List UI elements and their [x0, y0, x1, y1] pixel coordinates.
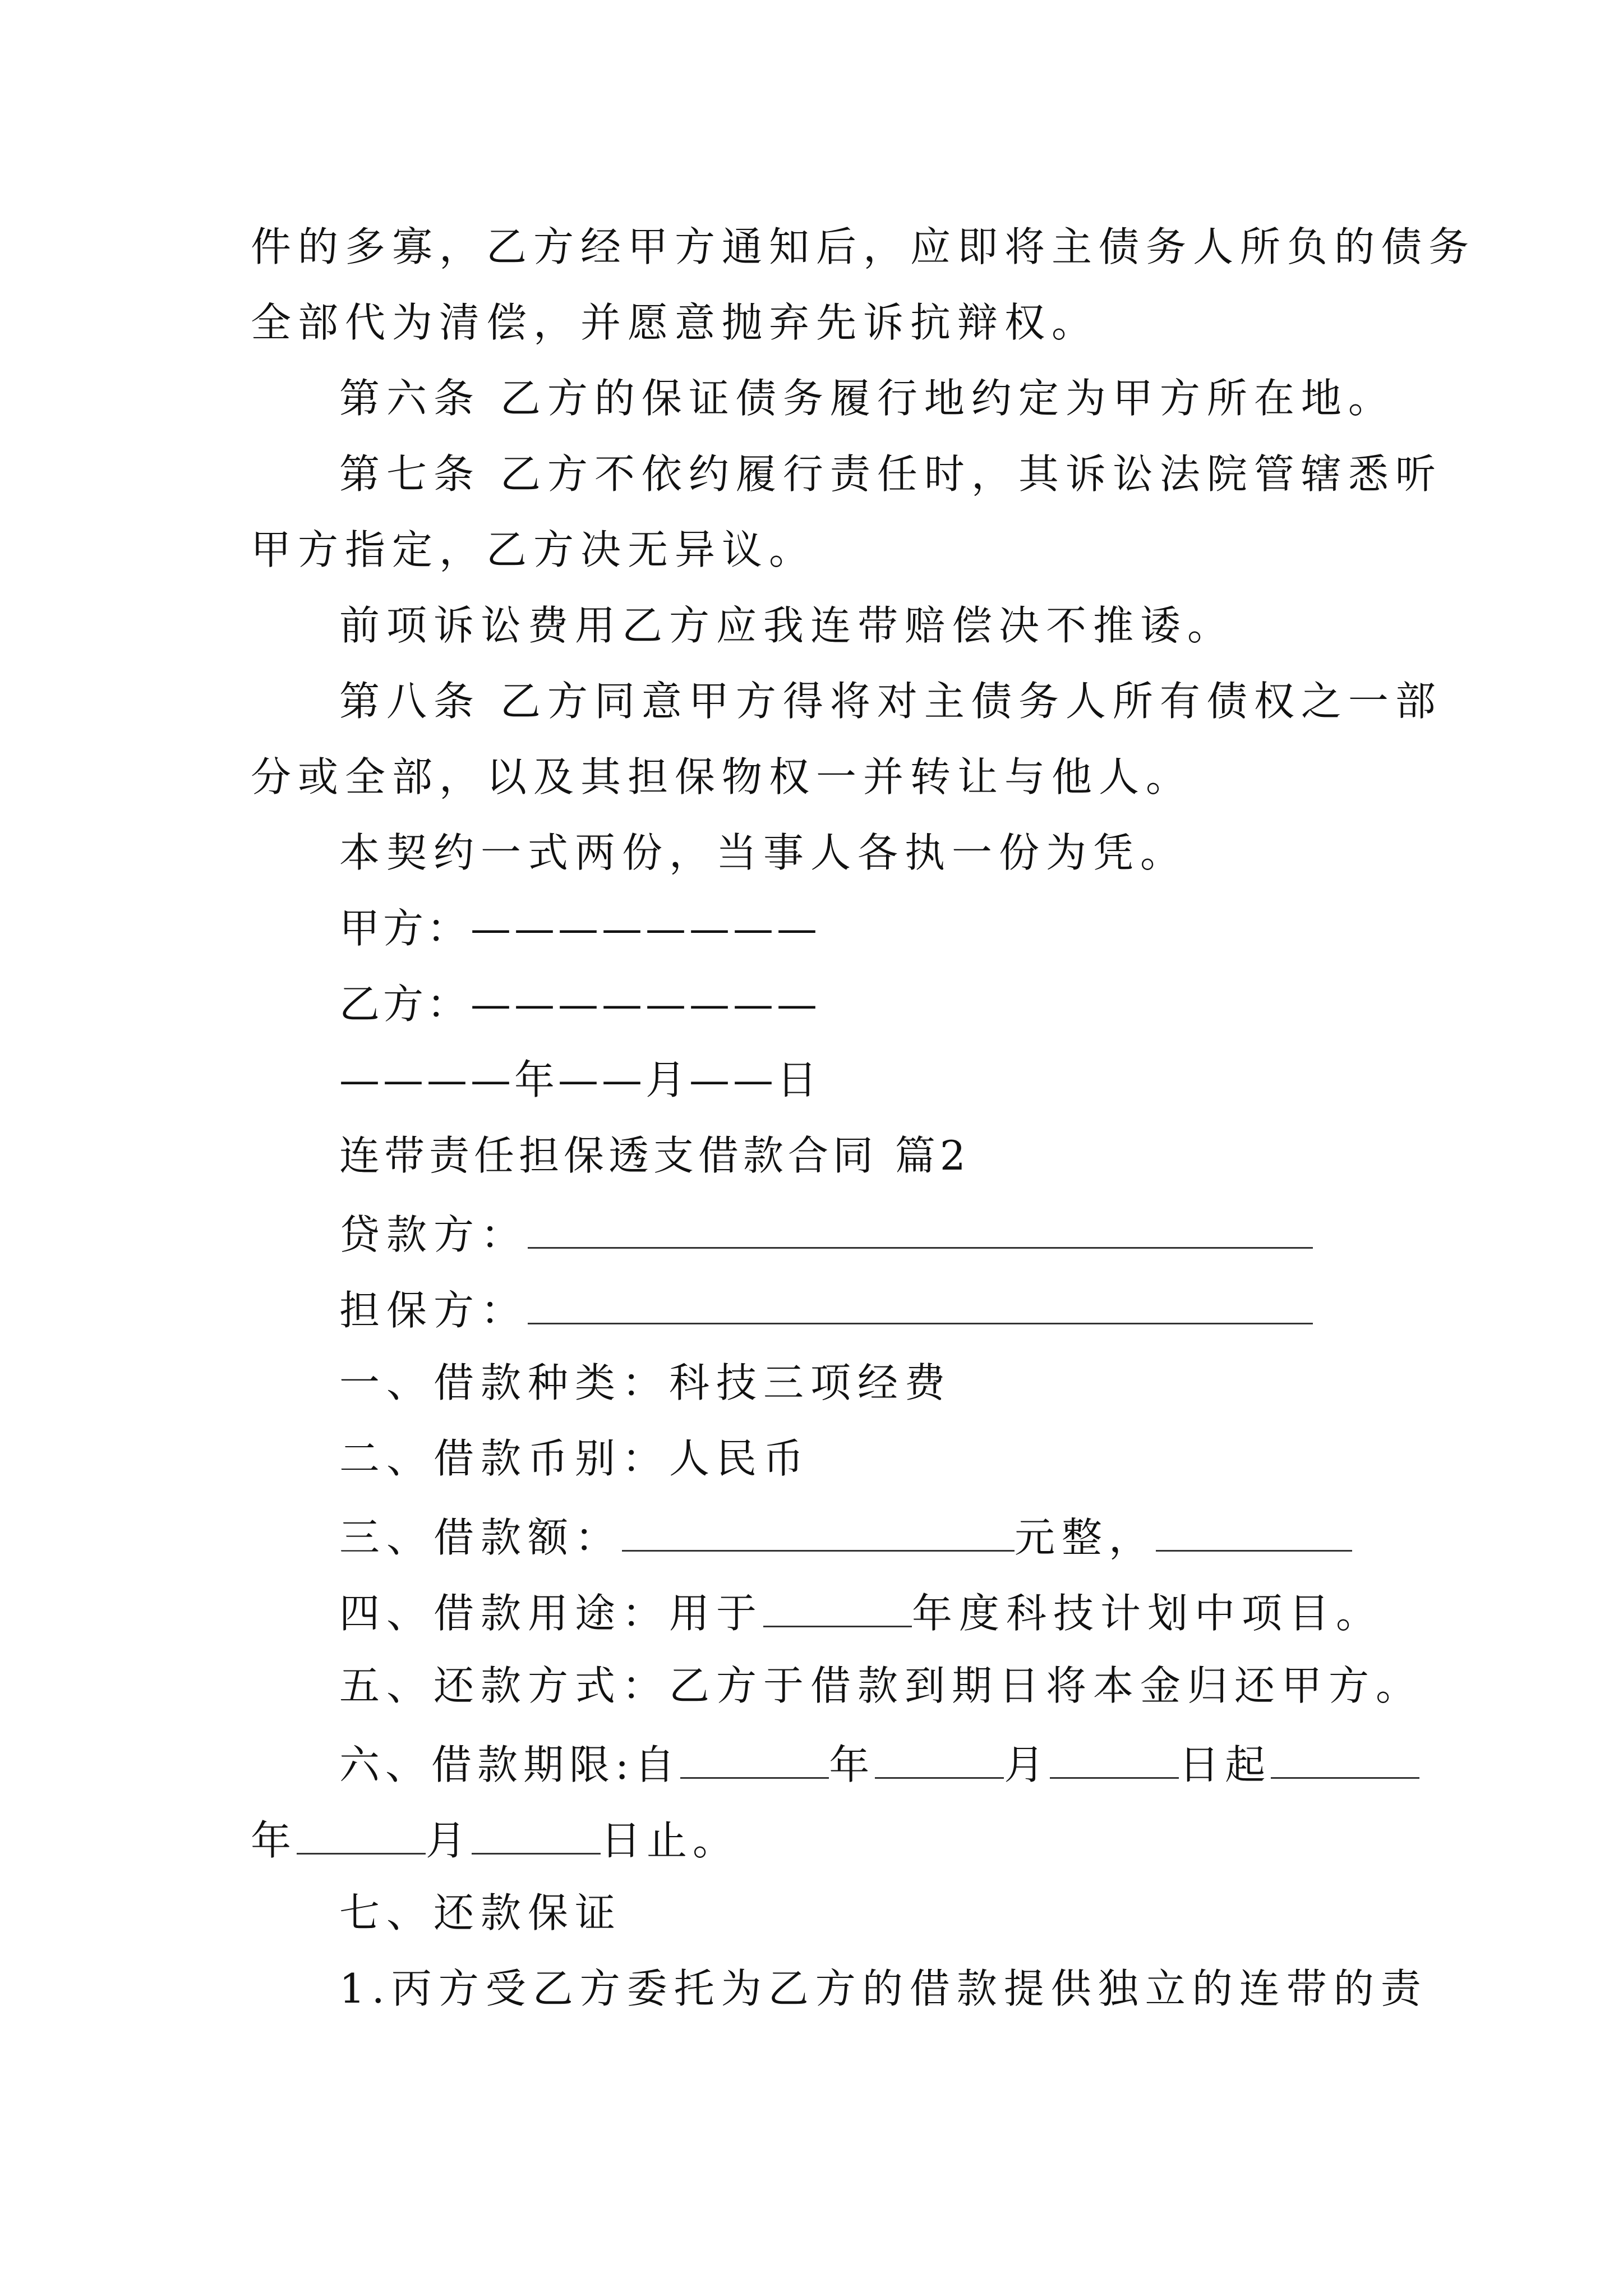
end-month-blank[interactable] [297, 1809, 426, 1855]
year-label: 年 [251, 1817, 297, 1864]
party-a-signature: 甲方：———————— [339, 905, 821, 952]
article-6: 第六条 乙方的保证债务履行地约定为甲方所在地。 [339, 375, 1395, 422]
text-line: 全部代为清偿，并愿意抛弃先诉抗辩权。 [251, 299, 1099, 346]
end-day-blank[interactable] [472, 1809, 601, 1855]
text-line: 分或全部，以及其担保物权一并转让与他人。 [251, 753, 1193, 800]
day-from-label: 日起 [1179, 1741, 1271, 1788]
year-label: 年 [829, 1741, 875, 1788]
section-heading: 连带责任担保透支借款合同 篇2 [339, 1132, 970, 1179]
loan-purpose-line [0, 1582, 1623, 1638]
party-b-signature: 乙方：———————— [339, 981, 821, 1028]
article-8: 第八条 乙方同意甲方得将对主债务人所有债权之一部 [339, 678, 1442, 725]
guarantor-blank[interactable] [528, 1279, 1313, 1324]
lender-label: 贷款方： [339, 1211, 528, 1258]
loan-currency: 二、借款币别：人民币 [339, 1435, 811, 1482]
loan-amount-line [0, 1506, 1623, 1562]
loan-purpose-year-blank[interactable] [763, 1582, 912, 1627]
guarantor-line [0, 1279, 1623, 1335]
text-line: 前项诉讼费用乙方应我连带赔偿决不推诿。 [339, 602, 1235, 649]
lender-line [0, 1203, 1623, 1259]
end-year-blank[interactable] [1271, 1733, 1419, 1779]
month-label: 月 [426, 1817, 472, 1864]
start-month-blank[interactable] [875, 1733, 1004, 1779]
loan-purpose-label: 四、借款用途：用于 [339, 1590, 764, 1637]
loan-amount-label: 三、借款额： [339, 1514, 623, 1561]
repayment-method: 五、还款方式：乙方于借款到期日将本金归还甲方。 [339, 1662, 1423, 1709]
article-7: 第七条 乙方不依约履行责任时，其诉讼法院管辖悉听 [339, 450, 1442, 498]
day-until-label: 日止。 [601, 1817, 739, 1864]
loan-term-line-2 [0, 1809, 1623, 1865]
lender-blank[interactable] [528, 1203, 1313, 1249]
loan-term-line [0, 1733, 1623, 1789]
loan-term-label: 六、借款期限:自 [339, 1741, 681, 1788]
text-line: 甲方指定，乙方决无异议。 [251, 526, 817, 573]
guarantee-clause-1: 1.丙方受乙方委托为乙方的借款提供独立的连带的责 [339, 1965, 1428, 2012]
month-label: 月 [1004, 1741, 1050, 1788]
start-year-blank[interactable] [680, 1733, 829, 1779]
text-line: 本契约一式两份，当事人各执一份为凭。 [339, 829, 1188, 876]
loan-amount-unit: 元整， [1015, 1514, 1156, 1561]
loan-amount-blank[interactable] [622, 1506, 1015, 1552]
loan-purpose-text: 年度科技计划中项目。 [912, 1590, 1384, 1637]
start-day-blank[interactable] [1050, 1733, 1179, 1779]
text-line: 件的多寡，乙方经甲方通知后，应即将主债务人所负的债务 [251, 223, 1476, 270]
loan-type: 一、借款种类：科技三项经费 [339, 1359, 952, 1406]
guarantor-label: 担保方： [339, 1287, 528, 1334]
repayment-guarantee-heading: 七、还款保证 [339, 1889, 623, 1936]
signing-date: ————年——月——日 [339, 1056, 820, 1103]
loan-amount-blank-2[interactable] [1156, 1506, 1352, 1552]
